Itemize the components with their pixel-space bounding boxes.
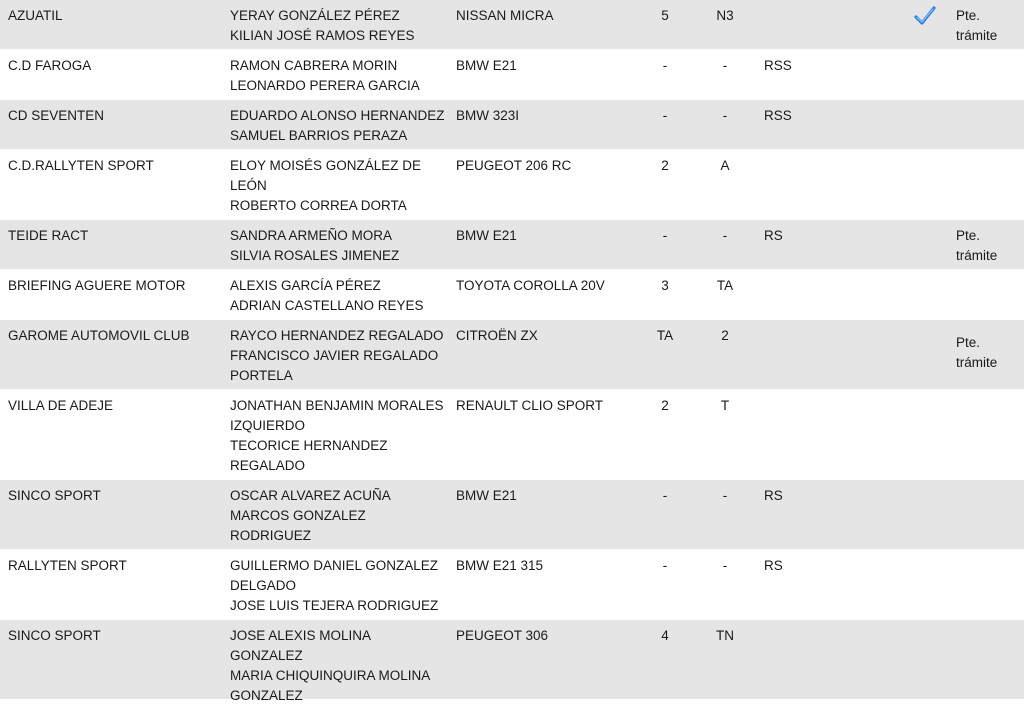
table-row [0,550,1024,620]
driver-name: ALEXIS GARCÍA PÉREZ [230,278,381,293]
status-text: Pte. trámite [956,228,998,263]
class-value: A [720,158,730,173]
driver-names [230,6,452,46]
driver-name: OSCAR ALVAREZ ACUÑA [230,488,391,503]
driver-names [230,396,452,476]
group-value: - [662,228,668,243]
table-row [0,480,1024,550]
driver-name: TECORICE HERNANDEZ REGALADO [230,438,388,473]
class-value: - [722,488,728,503]
car-model: BMW 323I [456,108,520,123]
club-name: C.D FAROGA [8,58,92,73]
class-value: TN [716,628,734,643]
car-model: BMW E21 [456,58,517,73]
table-row [0,220,1024,270]
driver-name: JOSE LUIS TEJERA RODRIGUEZ [230,598,439,613]
driver-names [230,156,452,216]
table-row [0,390,1024,480]
checkmark-icon [913,4,937,28]
table-row [0,620,1024,703]
class-value: TA [716,278,734,293]
club-name: C.D.RALLYTEN SPORT [8,158,154,173]
group-value: 2 [661,158,669,173]
group-value: - [662,58,668,73]
class-value: T [720,398,730,413]
category-value: RSS [764,108,792,123]
club-name: VILLA DE ADEJE [8,398,114,413]
class-value: - [722,58,728,73]
driver-name: FRANCISCO JAVIER REGALADO PORTELA [230,348,439,383]
category-value: RS [764,228,783,243]
category-value: RS [764,558,783,573]
driver-names [230,326,452,386]
club-name: SINCO SPORT [8,628,101,643]
driver-names [230,226,452,266]
club-name: SINCO SPORT [8,488,101,503]
group-value: - [662,558,668,573]
club-name: BRIEFING AGUERE MOTOR [8,278,186,293]
driver-names [230,56,452,96]
category-value: RS [764,488,783,503]
driver-names [230,556,452,616]
car-model: BMW E21 [456,488,517,503]
driver-name: ADRIAN CASTELLANO REYES [230,298,424,313]
group-value: 2 [661,398,669,413]
class-value: - [722,228,728,243]
class-value: 2 [721,328,729,343]
table-row [0,320,1024,390]
group-value: 3 [661,278,669,293]
driver-name: JONATHAN BENJAMIN MORALES IZQUIERDO [230,398,444,433]
driver-name: YERAY GONZÁLEZ PÉREZ [230,8,400,23]
car-model: PEUGEOT 206 RC [456,158,572,173]
driver-name: ELOY MOISÉS GONZÁLEZ DE LEÓN [230,158,422,193]
driver-name: SAMUEL BARRIOS PERAZA [230,128,408,143]
table-row [0,150,1024,220]
driver-names [230,106,452,146]
driver-name: RAMON CABRERA MORIN [230,58,398,73]
driver-name: GUILLERMO DANIEL GONZALEZ DELGADO [230,558,439,593]
driver-names [230,276,452,316]
table-row [0,100,1024,150]
car-model: BMW E21 315 [456,558,544,573]
car-model: NISSAN MICRA [456,8,554,23]
group-value: 5 [661,8,669,23]
driver-name: SANDRA ARMEÑO MORA [230,228,393,243]
driver-name: MARCOS GONZALEZ RODRIGUEZ [230,508,366,543]
club-name: CD SEVENTEN [8,108,105,123]
group-value: 4 [661,628,669,643]
driver-name: SILVIA ROSALES JIMENEZ [230,248,400,263]
driver-names [230,486,452,546]
club-name: AZUATIL [8,8,63,23]
driver-names [230,626,452,706]
group-value: TA [656,328,674,343]
car-model: RENAULT CLIO SPORT [456,398,604,413]
driver-name: KILIAN JOSÉ RAMOS REYES [230,28,415,43]
car-model: BMW E21 [456,228,517,243]
car-model: CITROËN ZX [456,328,538,343]
club-name: GAROME AUTOMOVIL CLUB [8,328,190,343]
class-value: - [722,558,728,573]
category-value: RSS [764,58,792,73]
driver-name: RAYCO HERNANDEZ REGALADO [230,328,444,343]
status-text: Pte. trámite [956,8,998,43]
driver-name: EDUARDO ALONSO HERNANDEZ [230,108,445,123]
driver-name: LEONARDO PERERA GARCIA [230,78,420,93]
car-model: PEUGEOT 306 [456,628,549,643]
status-text: Pte. trámite [956,335,998,370]
club-name: TEIDE RACT [8,228,89,243]
car-model: TOYOTA COROLLA 20V [456,278,605,293]
class-value: - [722,108,728,123]
group-value: - [662,488,668,503]
table-row [0,270,1024,320]
driver-name: JOSE ALEXIS MOLINA GONZALEZ [230,628,372,663]
driver-name: ROBERTO CORREA DORTA [230,198,407,213]
table-row [0,0,1024,50]
table-row [0,50,1024,100]
group-value: - [662,108,668,123]
driver-name: MARIA CHIQUINQUIRA MOLINA GONZALEZ [230,668,431,703]
class-value: N3 [716,8,734,23]
club-name: RALLYTEN SPORT [8,558,127,573]
